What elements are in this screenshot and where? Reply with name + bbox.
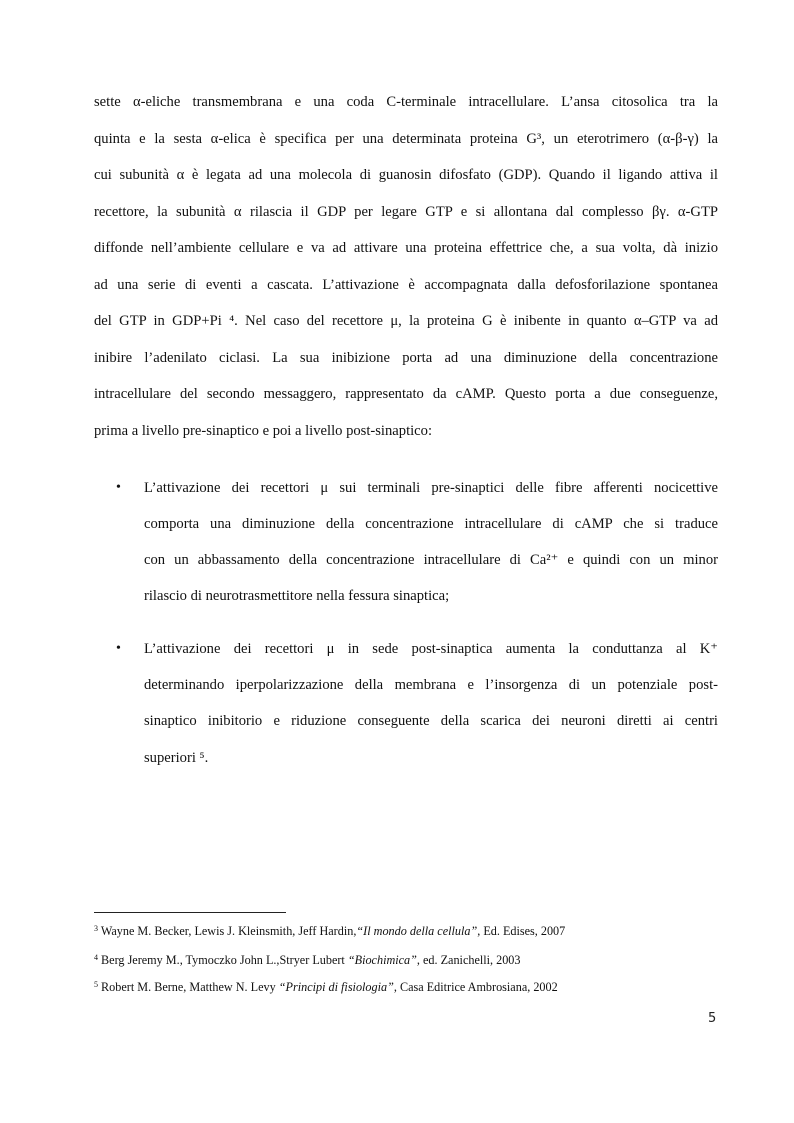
footnote-title: “Il mondo della cellula” [356,924,478,938]
paragraph-line: ad una serie di eventi a cascata. L’attivazione è accompagnata dalla defosforilazione spontanea [94,277,718,293]
bullet-line: comporta una diminuzione della concentrazione intracellulare di cAMP che si traduce [144,516,718,532]
footnote-publisher: , ed. Zanichelli, 2003 [416,953,521,967]
bullet-line: L’attivazione dei recettori μ sui terminali pre-sinaptici delle fibre afferenti nocicettive [144,480,718,496]
paragraph-line: diffonde nell’ambiente cellulare e va ad attivare una proteina effettrice che, a sua volta, dà inizio [94,240,718,256]
footnote-authors: Robert M. Berne, Matthew N. Levy [101,980,279,994]
footnote-publisher: , Casa Editrice Ambrosiana, 2002 [393,980,558,994]
footnote-authors: Wayne M. Becker, Lewis J. Kleinsmith, Jeff Hardin, [100,924,357,938]
page-number: 5 [708,1011,717,1026]
bullet-line: L’attivazione dei recettori μ in sede post-sinaptica aumenta la conduttanza al K⁺ [144,641,718,657]
footnote-number: 3 [94,924,98,933]
footnote-3 [94,921,714,939]
footnote-4 [94,950,714,968]
footnote-authors: Berg Jeremy M., Tymoczko John L.,Stryer Lubert [101,953,348,967]
bullet-marker: • [116,641,121,656]
bullet-marker: • [116,480,121,495]
paragraph-line: recettore, la subunità α rilascia il GDP per legare GTP e si allontana dal complesso βγ. α-GTP [94,204,718,220]
paragraph-line: intracellulare del secondo messaggero, rappresentato da cAMP. Questo porta a due conseguenze, [94,386,718,402]
bullet-line: sinaptico inibitorio e riduzione conseguente della scarica dei neuroni diretti ai centri [144,713,718,729]
footnote-separator [94,912,286,913]
bullet-line: rilascio di neurotrasmettitore nella fessura sinaptica; [144,588,450,604]
paragraph-line: quinta e la sesta α-elica è specifica per una determinata proteina G³, un eterotrimero (α-β-γ) la [94,131,718,147]
paragraph-line: cui subunità α è legata ad una molecola di guanosin difosfato (GDP). Quando il ligando attiva il [94,167,718,183]
footnote-number: 4 [94,953,98,962]
paragraph-line: sette α-eliche transmembrana e una coda C-terminale intracellulare. L’ansa citosolica tra la [94,94,718,110]
footnote-title: “Principi di fisiologia” [278,980,394,994]
bullet-line: con un abbassamento della concentrazione intracellulare di Ca²⁺ e quindi con un minor [144,552,718,568]
bullet-line: determinando iperpolarizzazione della membrana e l’insorgenza di un potenziale post- [144,677,718,693]
footnote-5 [94,977,714,995]
footnote-publisher: , Ed. Edises, 2007 [477,924,566,938]
paragraph-line: prima a livello pre-sinaptico e poi a livello post-sinaptico: [94,423,433,439]
footnote-title: “Biochimica” [347,953,417,967]
footnote-number: 5 [94,980,98,989]
paragraph-line: del GTP in GDP+Pi ⁴. Nel caso del recettore μ, la proteina G è inibente in quanto α–GTP va ad [94,313,718,329]
bullet-line: superiori ⁵. [144,750,209,766]
paragraph-line: inibire l’adenilato ciclasi. La sua inibizione porta ad una diminuzione della concentrazione [94,350,718,366]
